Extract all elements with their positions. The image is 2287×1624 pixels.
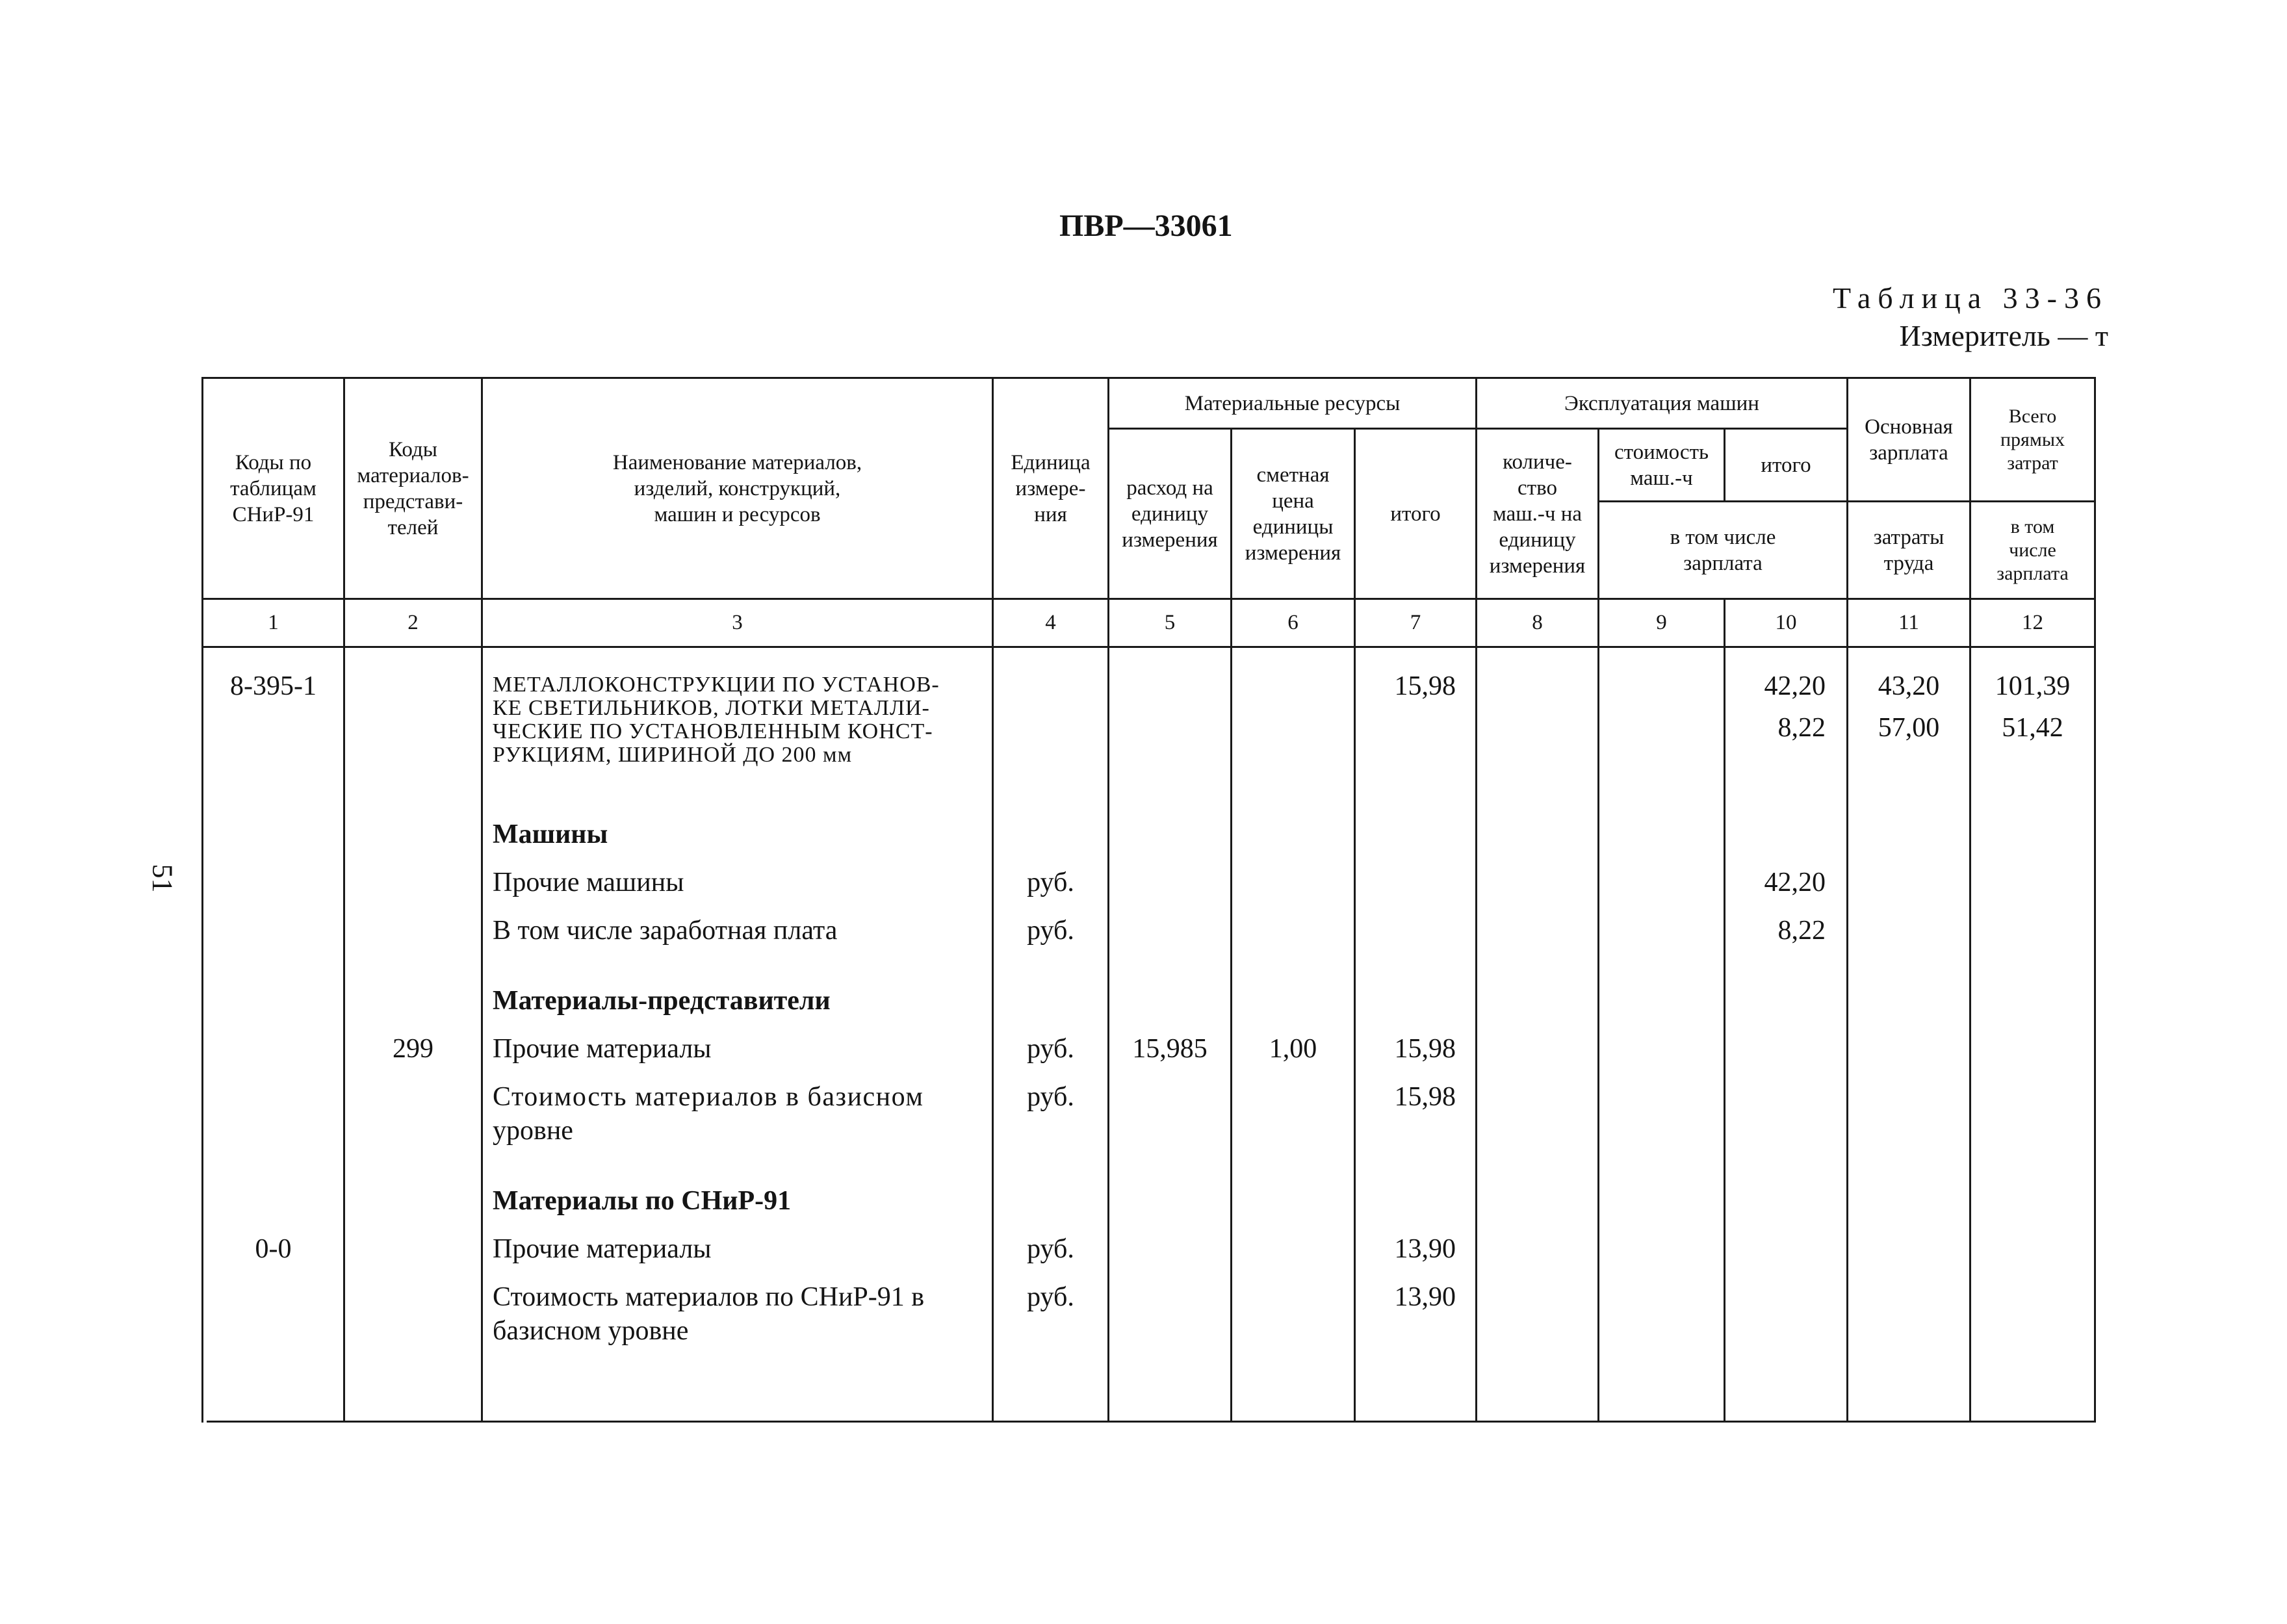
header-col1: Коды по таблицам СНиР-91 — [230, 450, 317, 526]
row-other-machines: Прочие машины — [493, 868, 684, 897]
unit: руб. — [1027, 1282, 1074, 1312]
total: 15,98 — [1394, 1082, 1456, 1112]
snir-code: 0-0 — [255, 1234, 292, 1264]
col10-value: 42,20 — [1764, 868, 1826, 897]
header-col2: Коды материалов- представи- телей — [357, 437, 469, 539]
unit: руб. — [1027, 1034, 1074, 1064]
total: 13,90 — [1394, 1282, 1456, 1312]
column-number: 9 — [1656, 611, 1667, 634]
row-rep-cost: Стоимость материалов в базисном — [493, 1082, 924, 1112]
main-total: 15,98 — [1394, 671, 1456, 701]
row-snir-cost-cont: базисном уровне — [493, 1316, 689, 1346]
main-col12: 51,42 — [2002, 713, 2063, 743]
row-rep-other: Прочие материалы — [493, 1034, 712, 1064]
unit: руб. — [1027, 1082, 1074, 1112]
grid-line — [207, 1421, 2096, 1423]
header-col7: итого — [1390, 502, 1441, 526]
grid-line — [2094, 377, 2096, 1423]
rep-code: 299 — [393, 1034, 433, 1064]
total: 15,98 — [1394, 1034, 1456, 1064]
document-title: ПВР—33061 — [1059, 209, 1233, 243]
section-snir: Материалы по СНиР-91 — [493, 1186, 792, 1216]
header-col9-10-sub: в том числе зарплата — [1670, 525, 1776, 575]
column-number: 7 — [1410, 611, 1421, 634]
column-number: 6 — [1287, 611, 1299, 634]
main-code: 8-395-1 — [230, 671, 317, 701]
column-number: 3 — [732, 611, 743, 634]
unit: руб. — [1027, 868, 1074, 897]
section-rep-materials: Материалы-представители — [493, 986, 831, 1016]
measure-unit: Измеритель — т — [1899, 319, 2108, 352]
header-col12: Всего прямых затрат — [2000, 405, 2065, 474]
header-group-machines: Эксплуатация машин — [1564, 391, 1759, 415]
header-group-materials: Материальные ресурсы — [1184, 391, 1401, 415]
column-number: 8 — [1532, 611, 1543, 634]
main-col12: 101,39 — [1995, 671, 2071, 701]
table-label: Таблица 33-36 — [1832, 281, 2108, 315]
main-col10: 8,22 — [1777, 713, 1826, 743]
total: 13,90 — [1394, 1234, 1456, 1264]
column-number: 2 — [407, 611, 419, 634]
header-col10: итого — [1761, 453, 1811, 477]
main-name-line: МЕТАЛЛОКОНСТРУКЦИИ ПО УСТАНОВ- — [493, 673, 940, 697]
row-rep-cost-cont: уровне — [493, 1116, 573, 1146]
header-col3: Наименование материалов, изделий, конструкций, машин и ресурсов — [612, 450, 862, 526]
grid-line — [201, 646, 2096, 648]
header-col8: количе- ство маш.-ч на единицу измерения — [1489, 450, 1586, 578]
column-number: 4 — [1045, 611, 1056, 634]
main-name-line: РУКЦИЯМ, ШИРИНОЙ ДО 200 мм — [493, 743, 853, 767]
column-number: 5 — [1164, 611, 1176, 634]
header-col4: Единица измере- ния — [1011, 450, 1091, 526]
col10-value: 8,22 — [1777, 916, 1826, 946]
unit: руб. — [1027, 1234, 1074, 1264]
column-number: 1 — [268, 611, 279, 634]
main-name-line: КЕ СВЕТИЛЬНИКОВ, ЛОТКИ МЕТАЛЛИ- — [493, 696, 930, 720]
column-number: 12 — [2022, 611, 2043, 634]
row-snir-cost: Стоимость материалов по СНиР-91 в — [493, 1282, 925, 1312]
header-col9: стоимость маш.-ч — [1614, 440, 1709, 490]
header-col11: Основная зарплата — [1865, 415, 1953, 465]
header-col11-sub: затраты труда — [1873, 525, 1945, 575]
unit-price: 1,00 — [1269, 1034, 1317, 1064]
row-wages: В том числе заработная плата — [493, 916, 838, 946]
column-number: 10 — [1775, 611, 1797, 634]
main-name-line: ЧЕСКИЕ ПО УСТАНОВЛЕННЫМ КОНСТ- — [493, 719, 933, 743]
header-col12-sub: в том числе зарплата — [1996, 515, 2069, 584]
main-col11: 57,00 — [1878, 713, 1940, 743]
header-col5: расход на единицу измерения — [1122, 476, 1218, 552]
consumption: 15,985 — [1132, 1034, 1208, 1064]
section-machines: Машины — [493, 819, 608, 849]
main-col11: 43,20 — [1878, 671, 1940, 701]
unit: руб. — [1027, 916, 1074, 946]
main-col10: 42,20 — [1764, 671, 1826, 701]
column-number: 11 — [1898, 611, 1919, 634]
header-col6: сметная цена единицы измерения — [1245, 463, 1341, 565]
page-number: 51 — [146, 864, 179, 893]
row-snir-other: Прочие материалы — [493, 1234, 712, 1264]
